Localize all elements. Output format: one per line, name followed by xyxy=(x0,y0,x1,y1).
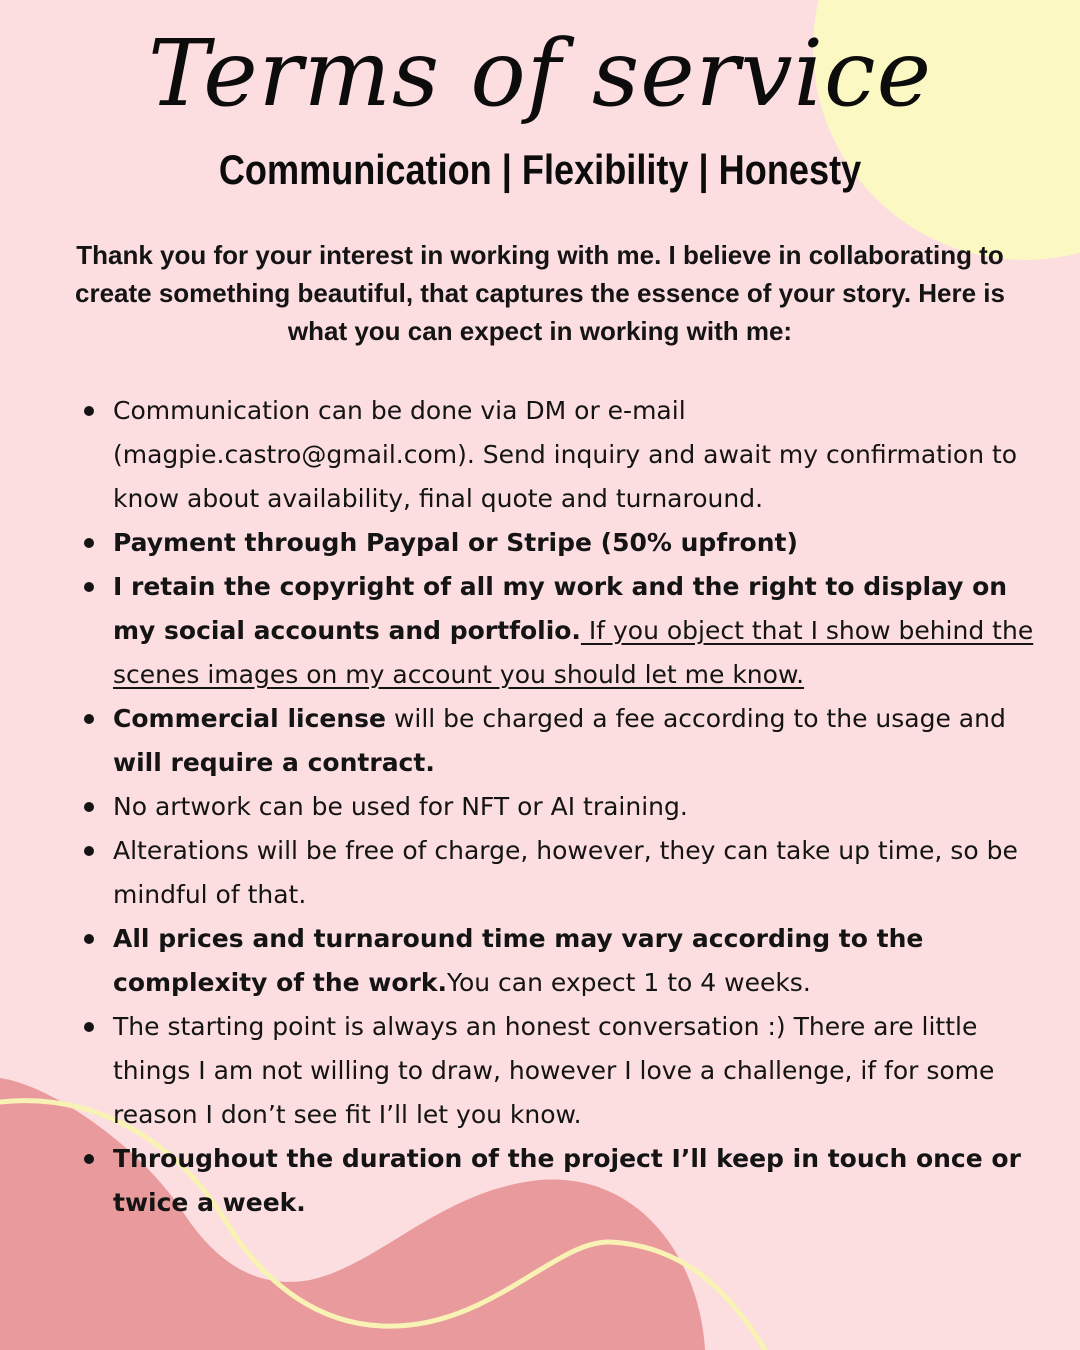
term-nft-ai xyxy=(84,785,1034,829)
term-text: Communication can be done via DM or e-mail (magpie.castro@gmail.com). Send inquiry and await my confirmation to know about availability, final quote and turnaround. xyxy=(113,396,1018,513)
terms-list xyxy=(84,389,1034,1225)
bullet-icon xyxy=(84,1154,94,1164)
term-text-bold-2: will require a contract. xyxy=(113,748,435,777)
term-text-bold: All prices and turnaround time may vary according to the complexity of the work. xyxy=(113,924,924,997)
term-text: will be charged a fee according to the usage and xyxy=(386,704,1006,733)
term-text: The starting point is always an honest conversation :) There are little things I am not willing to draw, however I love a challenge, if for some reason I don’t see fit I’ll let you know. xyxy=(113,1012,995,1129)
bullet-icon xyxy=(84,406,94,416)
intro-paragraph: Thank you for your interest in working with me. I believe in collaborating to create something beautiful, that captures the essence of your story. Here is what you can expect in working with me: xyxy=(74,240,1005,346)
term-commercial-license xyxy=(84,697,1034,785)
tagline: Communication | Flexibility | Honesty xyxy=(218,146,862,193)
bullet-icon xyxy=(84,802,94,812)
page-title: Terms of service xyxy=(147,20,933,127)
term-alterations xyxy=(84,829,1034,917)
term-text: No artwork can be used for NFT or AI training. xyxy=(113,792,688,821)
bullet-icon xyxy=(84,846,94,856)
term-text-bold: Commercial license xyxy=(113,704,386,733)
bullet-icon xyxy=(84,582,94,592)
term-prices-turnaround xyxy=(84,917,1034,1005)
bullet-icon xyxy=(84,1022,94,1032)
term-text: You can expect 1 to 4 weeks. xyxy=(447,968,811,997)
bullet-icon xyxy=(84,714,94,724)
term-text-bold: Payment through Paypal or Stripe (50% upfront) xyxy=(113,528,798,557)
bullet-icon xyxy=(84,538,94,548)
bullet-icon xyxy=(84,934,94,944)
term-copyright xyxy=(84,565,1034,697)
term-text-bold: Throughout the duration of the project I’ll keep in touch once or twice a week. xyxy=(113,1144,1021,1217)
term-keep-in-touch xyxy=(84,1137,1034,1225)
term-text-bold: I retain the copyright of all my work and the right to display on my social accounts and portfolio. xyxy=(113,572,1008,645)
term-text: Alterations will be free of charge, however, they can take up time, so be mindful of that. xyxy=(113,836,1018,909)
term-text-underlined: If you object that I show behind the scenes images on my account you should let me know. xyxy=(113,616,1034,689)
term-starting-point xyxy=(84,1005,1034,1137)
term-payment xyxy=(84,521,1034,565)
term-communication xyxy=(84,389,1034,521)
